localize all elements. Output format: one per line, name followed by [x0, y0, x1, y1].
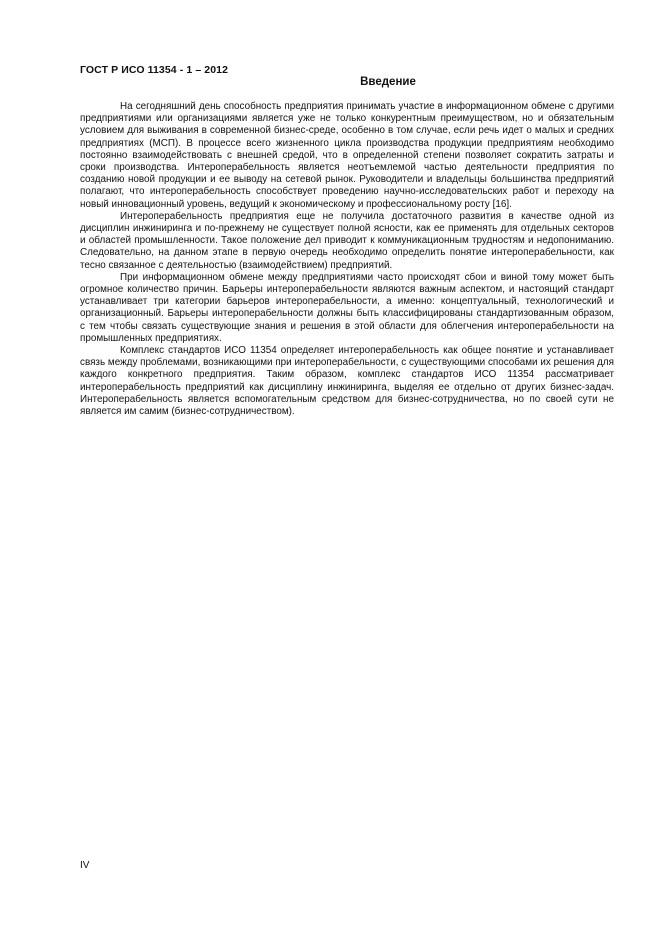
paragraph: Комплекс стандартов ИСО 11354 определяет интероперабельность как общее понятие и устанавливает связь между проблемами, возникающими при интероперабельности, с существующими способами их решения для каждого конкретного предприятия. Таким образом, комплекс стандартов ИСО 11354 рассматривает интероперабельность предприятий как дисциплину инжиниринга, выделяя ее отдельно от других бизнес-задач. Интероперабельность является вспомогательным средством для бизнес-сотрудничества, но по своей сути не является им самим (бизнес-сотрудничеством). [80, 345, 614, 418]
paragraph: Интероперабельность предприятия еще не получила достаточного развития в качестве одной из дисциплин инжиниринга и по-прежнему не существует полной ясности, как ее применять для отдельных секторов и областей промышленности. Такое положение дел приводит к коммуникационным трудностям и недопониманию. Следовательно, на данном этапе в первую очередь необходимо определить понятие интероперабельности, как тесно связанное с деятельностью (взаимодействием) предприятий. [80, 210, 614, 271]
page-number: IV [80, 860, 90, 871]
standard-designation: ГОСТ Р ИСО 11354 - 1 – 2012 [80, 64, 229, 76]
introduction-body [80, 101, 614, 418]
paragraph: При информационном обмене между предприятиями часто происходят сбои и виной тому может быть огромное количество причин. Барьеры интероперабельности являются важным аспектом, и настоящий стандарт устанавливает три категории барьеров интероперабельности, а именно: концептуальный, технологический и организационный. Барьеры интероперабельности должны быть классифицированы стандартизованным образом, с тем чтобы связать существующие знания и решения в этой области для облегчения интероперабельности на промышленных предприятиях. [80, 271, 614, 344]
paragraph: На сегодняшний день способность предприятия принимать участие в информационном обмене с другими предприятиями или организациями является уже не только конкурентным преимуществом, но и обязательным условием для выживания в современной бизнес-среде, особенно в том случае, если речь идет о малых и средних предприятиях (МСП). В процессе всего жизненного цикла производства продукции предприятиям необходимо постоянно взаимодействовать с внешней средой, что в определенной степени позволяет сократить затраты и сроки производства. Интероперабельность является неотъемлемой частью деятельности предприятия по созданию новой продукции и ее выводу на сетевой рынок. Руководители и владельцы большинства предприятий полагают, что интероперабельность способствует проведению научно-исследовательских работ и переходу на новый инновационный уровень, ведущий к экономическому и профессиональному росту [16]. [80, 101, 614, 210]
section-title: Введение [360, 76, 416, 88]
